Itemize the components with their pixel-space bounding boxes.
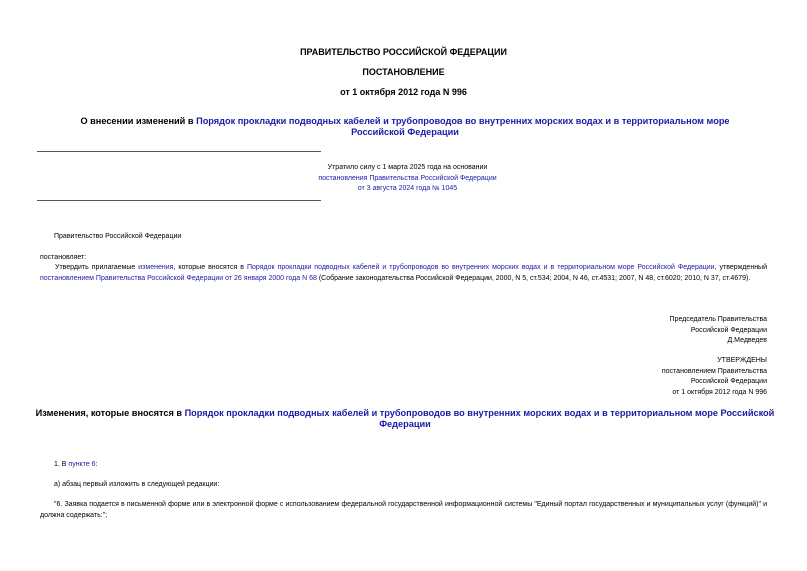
item-1: 1. В пункте 6: (54, 461, 98, 468)
order-link[interactable]: Порядок прокладки подводных кабелей и трубопроводов во внутренних морских водах и в территориальном море Российской Федерации (246, 264, 715, 271)
document-date-number: от 1 октября 2012 года N 996 (340, 87, 467, 97)
status-bottom-rule (37, 200, 321, 201)
changes-title-order-link[interactable]: Порядок прокладки подводных кабелей и трубопроводов во внутренних морских водах и в территориальном море Российской Федерации (184, 408, 775, 429)
changes-link[interactable]: изменения (138, 264, 174, 271)
status-line: Утратило силу с 1 марта 2025 года на основании (327, 164, 488, 171)
status-top-rule (37, 151, 321, 152)
status-repeal-decree-link[interactable]: постановления Правительства Российской Федерации (318, 174, 497, 182)
preamble-body: Утвердить прилагаемые изменения, которые вносятся в Порядок прокладки подводных кабелей и трубопроводов во внутренних морских водах и в территориальном море Российской Федерации, утвержденный постановлением Правительства Российской Федерации от 26 января 2000 года N 68 (Собрание законодательства Российской Федерации, 2000, N 5, ст.534; 2004, N 46, ст.4531; 2007, N 48, ст.6020; 2010, N 37, ст.4679). (40, 264, 767, 282)
item-quote: "6. Заявка подается в письменной форме или в электронной форме с использованием федеральной государственной информационной системы "Единый портал государственных и муниципальных услуг (функций)" и должна содержать:"; (40, 501, 767, 519)
signature-block: Председатель Правительства Российской Федерации Д.Медведев (669, 316, 767, 344)
title-prefix: О внесении изменений в (80, 116, 197, 126)
document-title (55, 116, 755, 138)
status-block (250, 163, 565, 195)
status-repeal-date-link[interactable]: от 3 августа 2024 года № 1045 (357, 185, 458, 192)
approved-block: УТВЕРЖДЕНЫ постановлением Правительства Российской Федерации от 1 октября 2012 года N 996 (661, 357, 767, 396)
decree-68-link[interactable]: постановлением Правительства Российской Федерации от 26 января 2000 года N 68 (40, 274, 317, 282)
government-heading: ПРАВИТЕЛЬСТВО РОССИЙСКОЙ ФЕДЕРАЦИИ (300, 47, 507, 57)
document-type-heading: ПОСТАНОВЛЕНИЕ (362, 67, 445, 77)
point-6-link[interactable]: пункте 6 (68, 461, 96, 468)
item-a: а) абзац первый изложить в следующей редакции: (54, 481, 220, 488)
preamble-decrees: постановляет: (40, 254, 87, 261)
preamble-government: Правительство Российской Федерации (54, 233, 182, 240)
title-order-link[interactable]: Порядок прокладки подводных кабелей и трубопроводов во внутренних морских водах и в территориальном море Российской Федерации (196, 116, 730, 137)
changes-title: Изменения, которые вносятся в Порядок прокладки подводных кабелей и трубопроводов во внутренних морских водах и в территориальном море Российской Федерации (35, 408, 775, 429)
